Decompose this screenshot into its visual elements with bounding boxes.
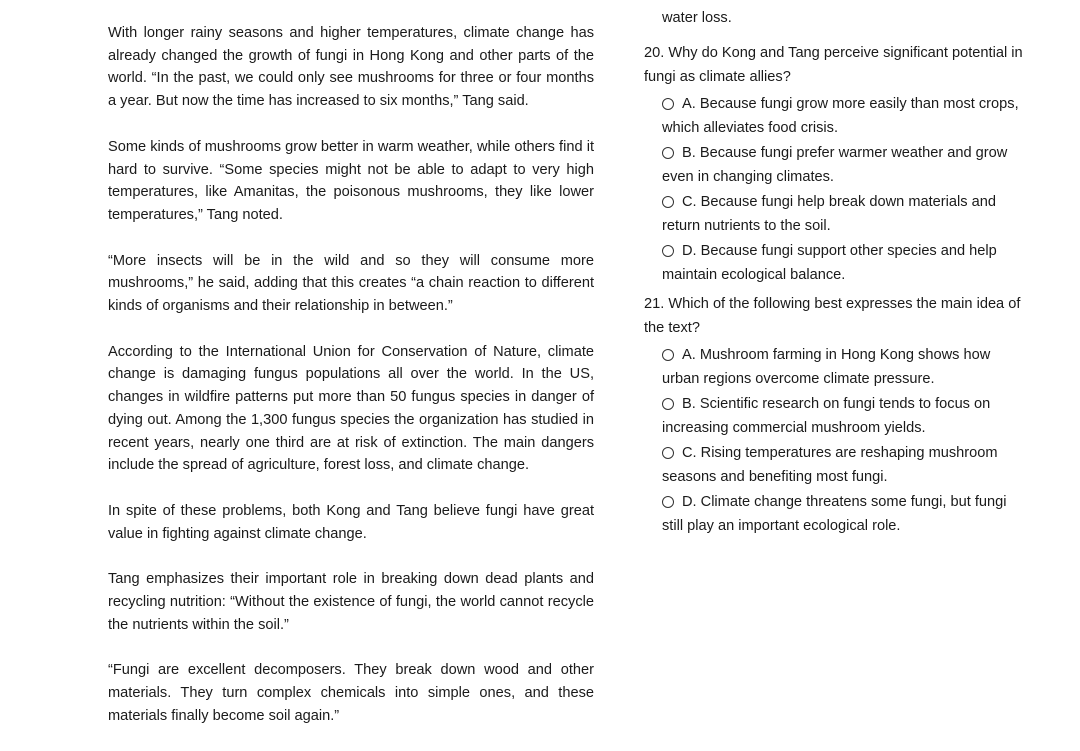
passage-paragraph: According to the International Union for Conservation of Nature, climate change is damaging fungus populations all over the world. In the US, changes in wildfire patterns put more than 50 fungus species in danger of dying out. Among the 1,300 fungus species the organization has studied in recent years, nearly one third are at risk of extinction. The main dangers include the spread of agriculture, forest loss, and climate change. [108, 343, 594, 474]
option-text: A. Mushroom farming in Hong Kong shows how urban regions overcome climate pressure. [662, 346, 991, 387]
option-text: B. Because fungi prefer warmer weather and grow even in changing climates. [662, 144, 1008, 185]
radio-button[interactable] [662, 98, 674, 110]
passage-paragraph: With longer rainy seasons and higher temperatures, climate change has already changed the growth of fungi in Hong Kong and other parts of the world. “In the past, we could only see mushrooms for three or four months a year. But now the time has increased to six months,” Tang said. [108, 25, 594, 110]
option-d[interactable] [644, 239, 1024, 288]
option-a[interactable] [644, 92, 1024, 141]
radio-button[interactable] [662, 496, 674, 508]
option-text: C. Because fungi help break down materials and return nutrients to the soil. [662, 193, 996, 234]
question-21 [644, 292, 1024, 539]
passage-paragraph: Some kinds of mushrooms grow better in warm weather, while others find it hard to survive. “Some species might not be able to adapt to very high temperatures, like Amanitas, the poisonous mushrooms, they like lower temperatures,” Tang noted. [108, 138, 594, 223]
radio-button[interactable] [662, 196, 674, 208]
radio-button[interactable] [662, 245, 674, 257]
option-text: B. Scientific research on fungi tends to focus on increasing commercial mushroom yields. [662, 395, 991, 436]
option-d[interactable] [644, 490, 1024, 539]
passage-paragraph: “Fungi are excellent decomposers. They break down wood and other materials. They turn complex chemicals into simple ones, and these materials finally become soil again.” [108, 662, 594, 724]
radio-button[interactable] [662, 147, 674, 159]
previous-option-fragment: water loss. [662, 10, 732, 26]
option-text: A. Because fungi grow more easily than most crops, which alleviates food crisis. [662, 95, 1019, 136]
questions-column [644, 0, 1024, 543]
question-stem: 21. Which of the following best expresses the main idea of the text? [644, 295, 1021, 336]
option-b[interactable] [644, 392, 1024, 441]
question-20 [644, 41, 1024, 288]
question-stem: 20. Why do Kong and Tang perceive significant potential in fungi as climate allies? [644, 44, 1023, 85]
passage-paragraph: In spite of these problems, both Kong and Tang believe fungi have great value in fighting against climate change. [108, 502, 594, 542]
option-c[interactable] [644, 190, 1024, 239]
option-b[interactable] [644, 141, 1024, 190]
passage-paragraph: “More insects will be in the wild and so they will consume more mushrooms,” he said, adding that this creates “a chain reaction to different kinds of organisms and their relationship in between.” [108, 252, 594, 315]
option-text: C. Rising temperatures are reshaping mushroom seasons and benefiting most fungi. [662, 444, 998, 485]
option-a[interactable] [644, 343, 1024, 392]
option-text: D. Because fungi support other species and help maintain ecological balance. [662, 242, 997, 283]
option-text: D. Climate change threatens some fungi, but fungi still play an important ecological role. [662, 493, 1007, 534]
radio-button[interactable] [662, 398, 674, 410]
radio-button[interactable] [662, 447, 674, 459]
option-c[interactable] [644, 441, 1024, 490]
radio-button[interactable] [662, 349, 674, 361]
option-list [644, 92, 1024, 288]
passage-column [108, 22, 594, 751]
option-list [644, 343, 1024, 539]
passage-paragraph: Tang emphasizes their important role in breaking down dead plants and recycling nutrition: “Without the existence of fungi, the world cannot recycle the nutrients within the soil.” [108, 571, 594, 633]
